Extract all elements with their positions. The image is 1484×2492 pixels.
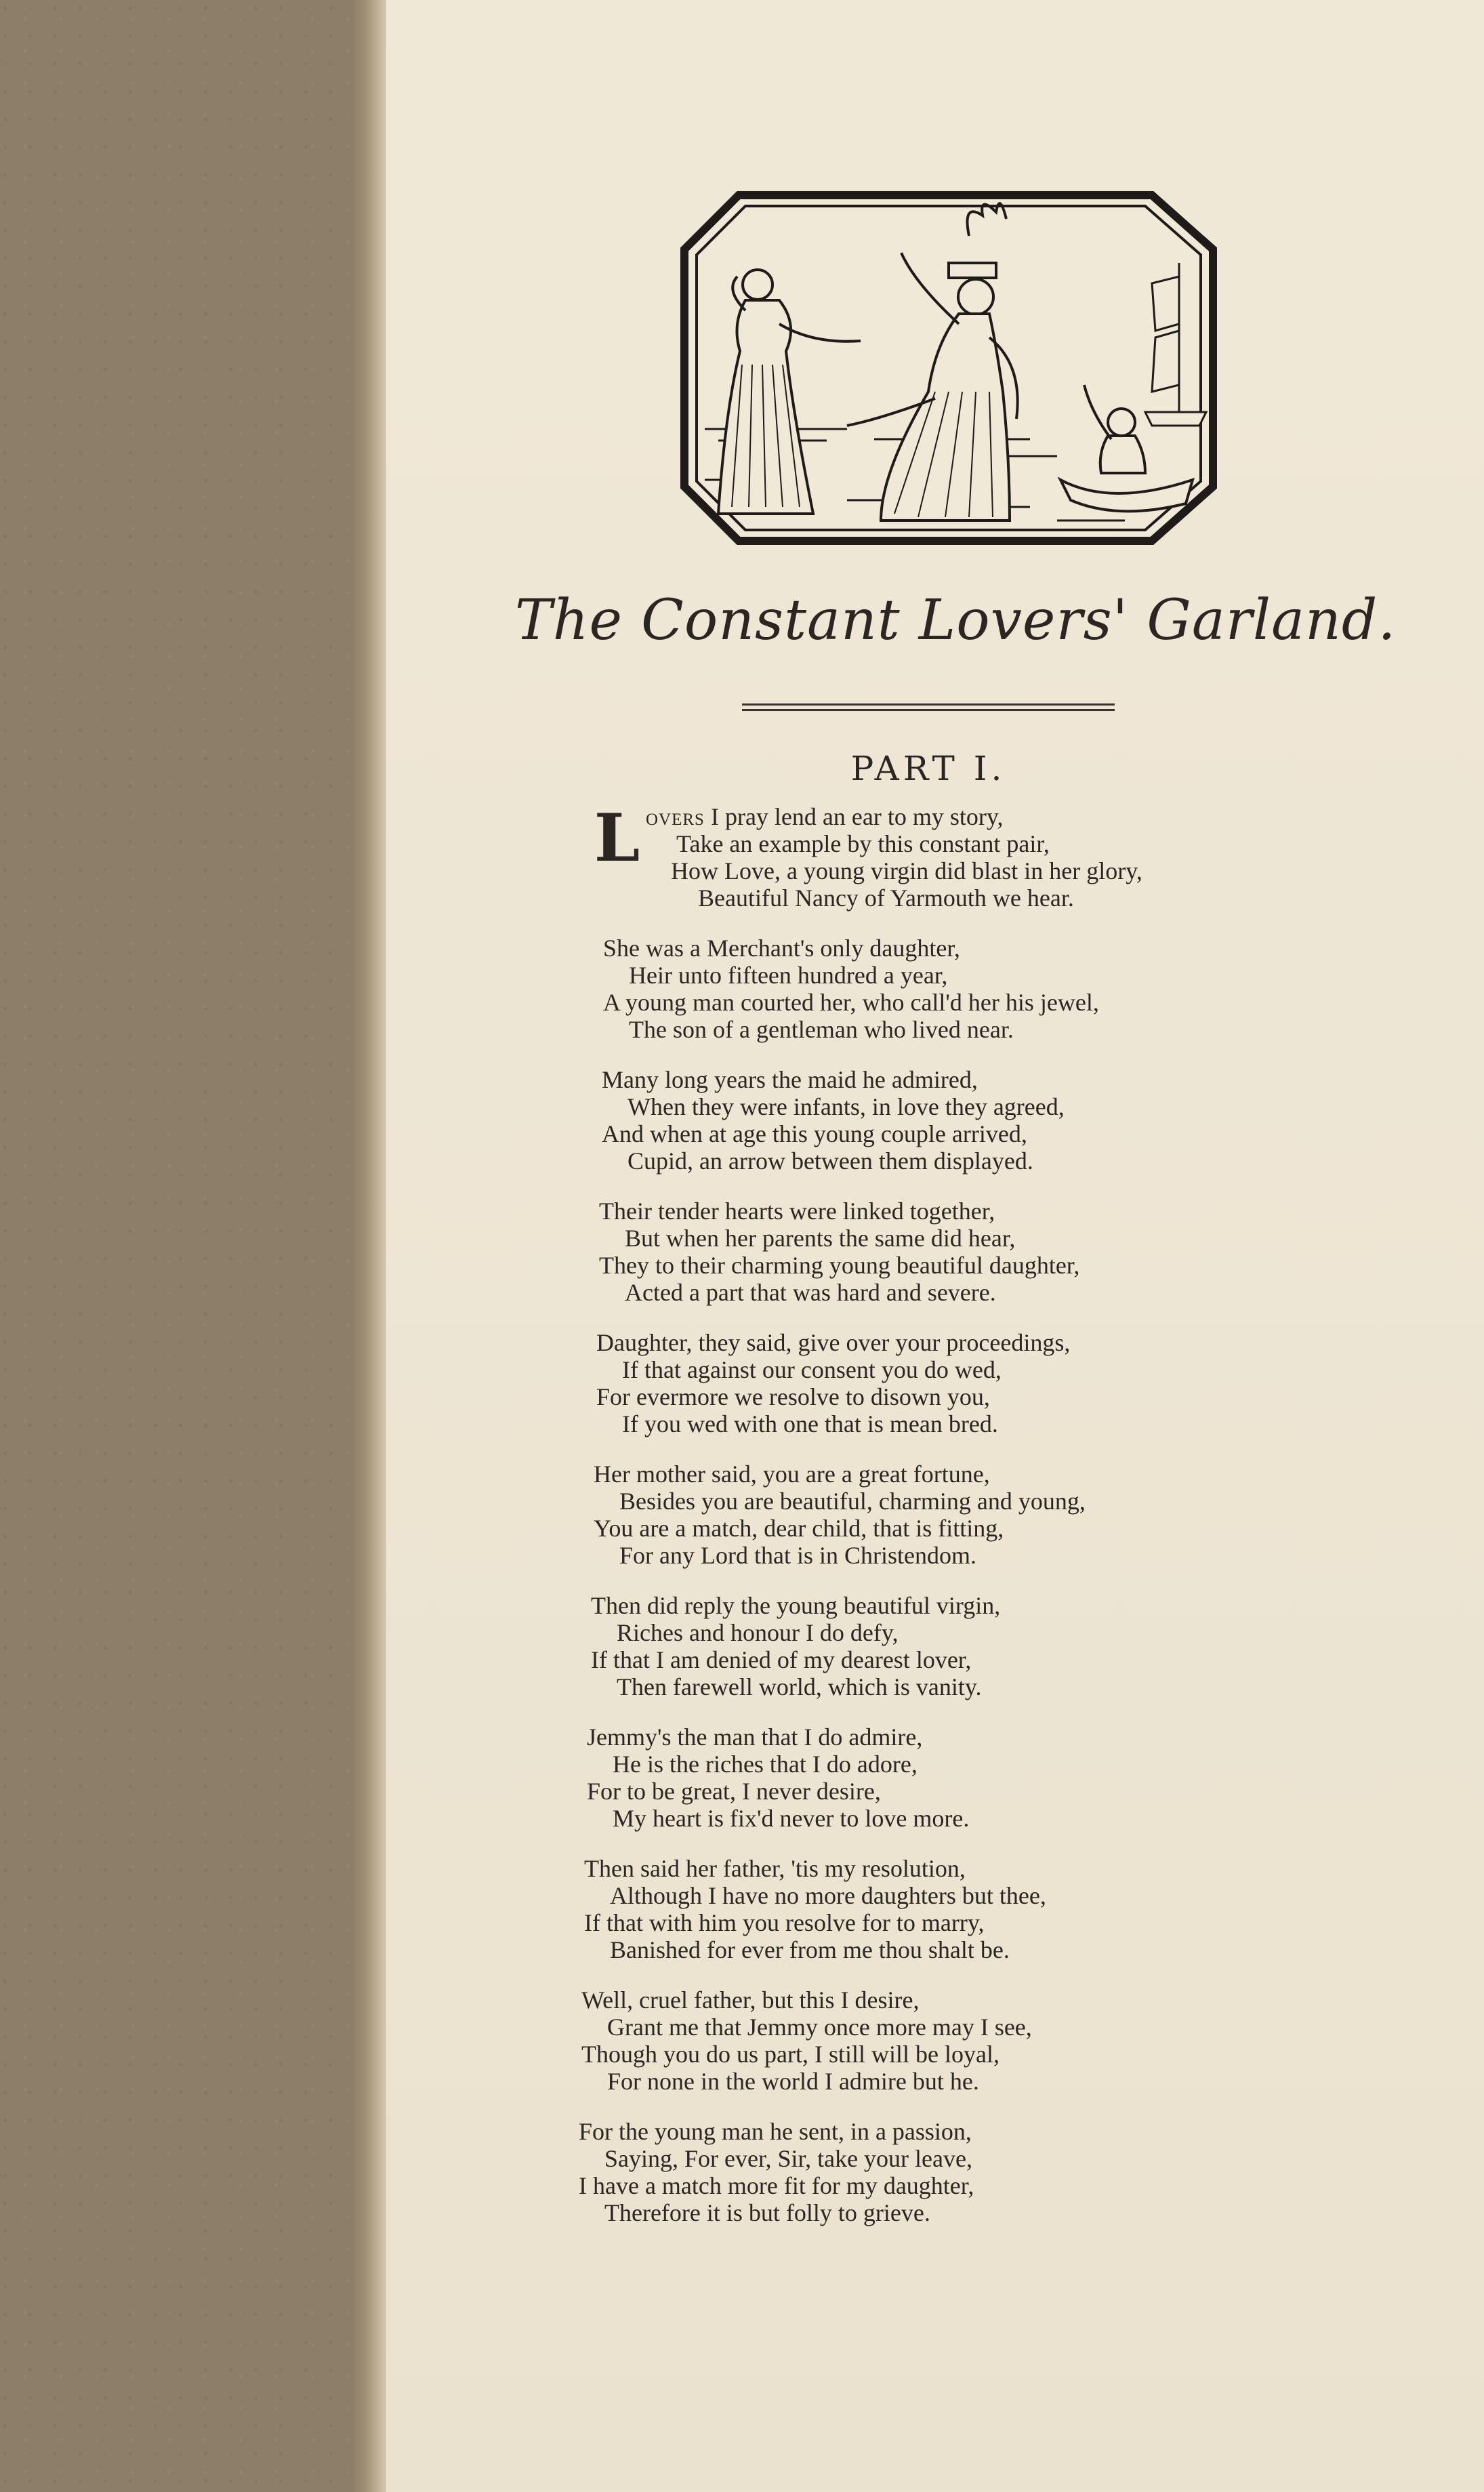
poem-line: They to their charming young beautiful daughter, bbox=[599, 1252, 1080, 1279]
stanza bbox=[576, 1592, 1362, 1700]
poem-line: Then did reply the young beautiful virgin, bbox=[591, 1592, 1001, 1619]
stanza bbox=[576, 1855, 1362, 1963]
poem-line bbox=[576, 803, 1362, 830]
poem-line: For any Lord that is in Christendom. bbox=[619, 1542, 976, 1569]
poem-line: For evermore we resolve to disown you, bbox=[596, 1383, 990, 1410]
poem-line: A young man courted her, who call'd her his jewel, bbox=[603, 989, 1099, 1016]
stanza bbox=[576, 1723, 1362, 1832]
poem-line: He is the riches that I do adore, bbox=[613, 1751, 918, 1778]
stanza bbox=[576, 2118, 1362, 2226]
backing-board bbox=[0, 0, 379, 2492]
poem-line: Although I have no more daughters but thee, bbox=[610, 1882, 1046, 1909]
poem-line: Beautiful Nancy of Yarmouth we hear. bbox=[698, 884, 1074, 912]
poem-line: If that I am denied of my dearest lover, bbox=[591, 1646, 972, 1673]
poem-line: Therefore it is but folly to grieve. bbox=[604, 2199, 930, 2226]
poem-line: And when at age this young couple arrived, bbox=[602, 1120, 1027, 1147]
stanza bbox=[576, 1198, 1362, 1306]
poem-line: My heart is fix'd never to love more. bbox=[613, 1805, 970, 1832]
stanza-list bbox=[576, 935, 1362, 2226]
title-rule-bottom bbox=[742, 709, 1115, 711]
poem-line: For to be great, I never desire, bbox=[587, 1778, 881, 1805]
poem-line: Jemmy's the man that I do admire, bbox=[587, 1723, 923, 1751]
poem-line: Besides you are beautiful, charming and young, bbox=[619, 1488, 1086, 1515]
stanza bbox=[576, 1461, 1362, 1569]
poem-line: For the young man he sent, in a passion, bbox=[579, 2118, 972, 2145]
part-heading: PART I. bbox=[850, 749, 1006, 788]
first-line-text: I pray lend an ear to my story, bbox=[704, 803, 1004, 830]
stanza bbox=[576, 1066, 1362, 1174]
poem-line: Grant me that Jemmy once more may I see, bbox=[607, 2014, 1032, 2041]
woodcut-illustration bbox=[678, 188, 1220, 548]
poem-line: She was a Merchant's only daughter, bbox=[603, 935, 960, 962]
poem-line: Cupid, an arrow between them displayed. bbox=[627, 1147, 1033, 1174]
poem-line: But when her parents the same did hear, bbox=[625, 1225, 1016, 1252]
poem-line: Then said her father, 'tis my resolution, bbox=[584, 1855, 966, 1882]
poem-line: Many long years the maid he admired, bbox=[602, 1066, 978, 1093]
poem-line: When they were infants, in love they agreed, bbox=[627, 1093, 1065, 1120]
title-rule-top bbox=[742, 703, 1115, 706]
poem-line: Well, cruel father, but this I desire, bbox=[581, 1986, 920, 2014]
poem-line: I have a match more fit for my daughter, bbox=[579, 2172, 974, 2199]
poem-line: Saying, For ever, Sir, take your leave, bbox=[604, 2145, 972, 2172]
poem-line: Daughter, they said, give over your proceedings, bbox=[596, 1329, 1071, 1356]
poem-line: The son of a gentleman who lived near. bbox=[629, 1016, 1014, 1043]
poem-line: Though you do us part, I still will be loyal, bbox=[581, 2041, 999, 2068]
poem-line: Take an example by this constant pair, bbox=[676, 830, 1050, 857]
stanza bbox=[576, 1986, 1362, 2095]
poem-line: Acted a part that was hard and severe. bbox=[625, 1279, 996, 1306]
page-title: The Constant Lovers' Garland. bbox=[515, 588, 1397, 653]
poem-line: If you wed with one that is mean bred. bbox=[622, 1410, 998, 1437]
poem-line: You are a match, dear child, that is fitting, bbox=[594, 1515, 1004, 1542]
poem-line: Riches and honour I do defy, bbox=[617, 1619, 899, 1646]
poem-line: If that with him you resolve for to marry, bbox=[584, 1909, 985, 1936]
poem-line: Their tender hearts were linked together, bbox=[599, 1198, 995, 1225]
poem-line: If that against our consent you do wed, bbox=[622, 1356, 1002, 1383]
poem-line: Banished for ever from me thou shalt be. bbox=[610, 1936, 1010, 1963]
stanza bbox=[576, 935, 1362, 1043]
poem-line: How Love, a young virgin did blast in her glory, bbox=[671, 857, 1142, 884]
poem-body bbox=[576, 800, 1362, 2249]
stanza bbox=[576, 800, 1362, 912]
stanza bbox=[576, 1329, 1362, 1437]
poem-line: Then farewell world, which is vanity. bbox=[617, 1673, 982, 1700]
first-word: overs bbox=[646, 803, 705, 830]
poem-line: For none in the world I admire but he. bbox=[607, 2068, 979, 2095]
drop-cap: L bbox=[594, 800, 640, 876]
poem-line: Heir unto fifteen hundred a year, bbox=[629, 962, 948, 989]
poem-line: Her mother said, you are a great fortune, bbox=[594, 1461, 990, 1488]
